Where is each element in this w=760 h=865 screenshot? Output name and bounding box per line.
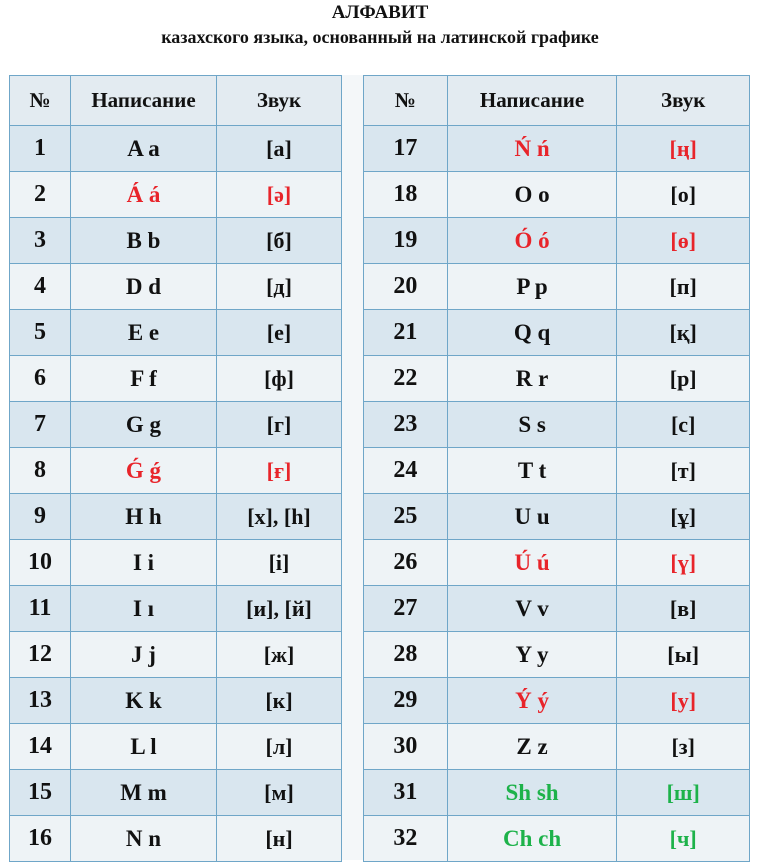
letter-sound: [ғ] xyxy=(217,448,342,494)
table-row xyxy=(10,494,342,540)
letter-glyph: Ý ý xyxy=(447,678,617,724)
letter-glyph: G g xyxy=(71,402,217,448)
letter-sound: [і] xyxy=(217,540,342,586)
letter-sound: [р] xyxy=(617,356,750,402)
letter-number: 4 xyxy=(10,264,71,310)
letter-number: 16 xyxy=(10,816,71,862)
letter-glyph: P p xyxy=(447,264,617,310)
table-row xyxy=(364,126,750,172)
letter-glyph: M m xyxy=(71,770,217,816)
alphabet-table-left xyxy=(9,75,342,862)
letter-sound: [з] xyxy=(617,724,750,770)
letter-sound: [н] xyxy=(217,816,342,862)
letter-number: 28 xyxy=(364,632,448,678)
letter-number: 2 xyxy=(10,172,71,218)
letter-sound: [о] xyxy=(617,172,750,218)
table-row xyxy=(364,356,750,402)
letter-glyph: N n xyxy=(71,816,217,862)
table-row xyxy=(10,632,342,678)
letter-glyph: Z z xyxy=(447,724,617,770)
table-row xyxy=(364,540,750,586)
letter-number: 5 xyxy=(10,310,71,356)
letter-number: 24 xyxy=(364,448,448,494)
alphabet-table-frame xyxy=(9,75,750,860)
table-row xyxy=(364,448,750,494)
table-row xyxy=(364,310,750,356)
letter-glyph: Ú ú xyxy=(447,540,617,586)
letter-glyph: O o xyxy=(447,172,617,218)
letter-sound: [е] xyxy=(217,310,342,356)
letter-sound: [ү] xyxy=(617,540,750,586)
letter-number: 21 xyxy=(364,310,448,356)
table-row xyxy=(364,724,750,770)
letter-sound: [х], [һ] xyxy=(217,494,342,540)
letter-glyph: T t xyxy=(447,448,617,494)
letter-number: 32 xyxy=(364,816,448,862)
letter-glyph: I ı xyxy=(71,586,217,632)
header-number: № xyxy=(10,76,71,126)
letter-sound: [ң] xyxy=(617,126,750,172)
letter-sound: [ә] xyxy=(217,172,342,218)
letter-glyph: Y y xyxy=(447,632,617,678)
letter-number: 31 xyxy=(364,770,448,816)
table-row xyxy=(10,172,342,218)
letter-glyph: Á á xyxy=(71,172,217,218)
letter-sound: [г] xyxy=(217,402,342,448)
letter-sound: [д] xyxy=(217,264,342,310)
header-number: № xyxy=(364,76,448,126)
letter-glyph: H h xyxy=(71,494,217,540)
document-subtitle: казахского языка, основанный на латинской графике xyxy=(161,27,599,47)
letter-number: 19 xyxy=(364,218,448,264)
table-row xyxy=(10,816,342,862)
letter-number: 7 xyxy=(10,402,71,448)
letter-number: 26 xyxy=(364,540,448,586)
table-row xyxy=(10,448,342,494)
table-row xyxy=(10,126,342,172)
table-row xyxy=(364,770,750,816)
table-header-row xyxy=(364,76,750,126)
letter-sound: [в] xyxy=(617,586,750,632)
letter-glyph: Ǵ ǵ xyxy=(71,448,217,494)
table-row xyxy=(10,310,342,356)
letter-sound: [у] xyxy=(617,678,750,724)
header-letter: Написание xyxy=(71,76,217,126)
letter-number: 20 xyxy=(364,264,448,310)
letter-number: 6 xyxy=(10,356,71,402)
letter-glyph: L l xyxy=(71,724,217,770)
letter-glyph: Ń ń xyxy=(447,126,617,172)
table-row xyxy=(364,586,750,632)
letter-number: 27 xyxy=(364,586,448,632)
letter-number: 25 xyxy=(364,494,448,540)
header-sound: Звук xyxy=(217,76,342,126)
letter-sound: [с] xyxy=(617,402,750,448)
table-row xyxy=(364,172,750,218)
letter-number: 10 xyxy=(10,540,71,586)
table-row xyxy=(10,264,342,310)
table-row xyxy=(364,494,750,540)
letter-sound: [и], [й] xyxy=(217,586,342,632)
letter-sound: [ш] xyxy=(617,770,750,816)
letter-sound: [ы] xyxy=(617,632,750,678)
letter-number: 13 xyxy=(10,678,71,724)
letter-sound: [ұ] xyxy=(617,494,750,540)
letter-number: 29 xyxy=(364,678,448,724)
letter-glyph: I i xyxy=(71,540,217,586)
letter-number: 17 xyxy=(364,126,448,172)
table-row xyxy=(10,540,342,586)
table-header-row xyxy=(10,76,342,126)
table-row xyxy=(10,770,342,816)
table-row xyxy=(364,218,750,264)
letter-glyph: U u xyxy=(447,494,617,540)
letter-glyph: K k xyxy=(71,678,217,724)
table-row xyxy=(10,724,342,770)
letter-glyph: A a xyxy=(71,126,217,172)
letter-sound: [б] xyxy=(217,218,342,264)
letter-glyph: Ch ch xyxy=(447,816,617,862)
letter-sound: [а] xyxy=(217,126,342,172)
table-row xyxy=(10,218,342,264)
table-row xyxy=(10,402,342,448)
letter-glyph: B b xyxy=(71,218,217,264)
letter-number: 15 xyxy=(10,770,71,816)
letter-sound: [м] xyxy=(217,770,342,816)
letter-number: 22 xyxy=(364,356,448,402)
letter-glyph: D d xyxy=(71,264,217,310)
letter-glyph: Q q xyxy=(447,310,617,356)
alphabet-table-right xyxy=(363,75,750,862)
letter-sound: [л] xyxy=(217,724,342,770)
letter-sound: [п] xyxy=(617,264,750,310)
header-sound: Звук xyxy=(617,76,750,126)
letter-sound: [қ] xyxy=(617,310,750,356)
letter-sound: [ф] xyxy=(217,356,342,402)
document-title: АЛФАВИТ xyxy=(331,2,429,23)
letter-number: 11 xyxy=(10,586,71,632)
letter-number: 18 xyxy=(364,172,448,218)
table-row xyxy=(364,678,750,724)
letter-glyph: V v xyxy=(447,586,617,632)
letter-number: 30 xyxy=(364,724,448,770)
table-row xyxy=(364,816,750,862)
letter-number: 12 xyxy=(10,632,71,678)
table-row xyxy=(10,586,342,632)
letter-number: 14 xyxy=(10,724,71,770)
letter-sound: [ө] xyxy=(617,218,750,264)
letter-glyph: E e xyxy=(71,310,217,356)
letter-glyph: Sh sh xyxy=(447,770,617,816)
letter-number: 1 xyxy=(10,126,71,172)
table-row xyxy=(364,632,750,678)
letter-sound: [к] xyxy=(217,678,342,724)
letter-sound: [т] xyxy=(617,448,750,494)
table-row xyxy=(10,356,342,402)
table-row xyxy=(364,264,750,310)
letter-glyph: Ó ó xyxy=(447,218,617,264)
letter-number: 3 xyxy=(10,218,71,264)
letter-glyph: R r xyxy=(447,356,617,402)
table-row xyxy=(364,402,750,448)
table-column-gap xyxy=(341,75,364,860)
letter-number: 23 xyxy=(364,402,448,448)
letter-number: 8 xyxy=(10,448,71,494)
letter-sound: [ч] xyxy=(617,816,750,862)
letter-number: 9 xyxy=(10,494,71,540)
table-row xyxy=(10,678,342,724)
header-letter: Написание xyxy=(447,76,617,126)
letter-glyph: F f xyxy=(71,356,217,402)
letter-glyph: S s xyxy=(447,402,617,448)
letter-sound: [ж] xyxy=(217,632,342,678)
letter-glyph: J j xyxy=(71,632,217,678)
